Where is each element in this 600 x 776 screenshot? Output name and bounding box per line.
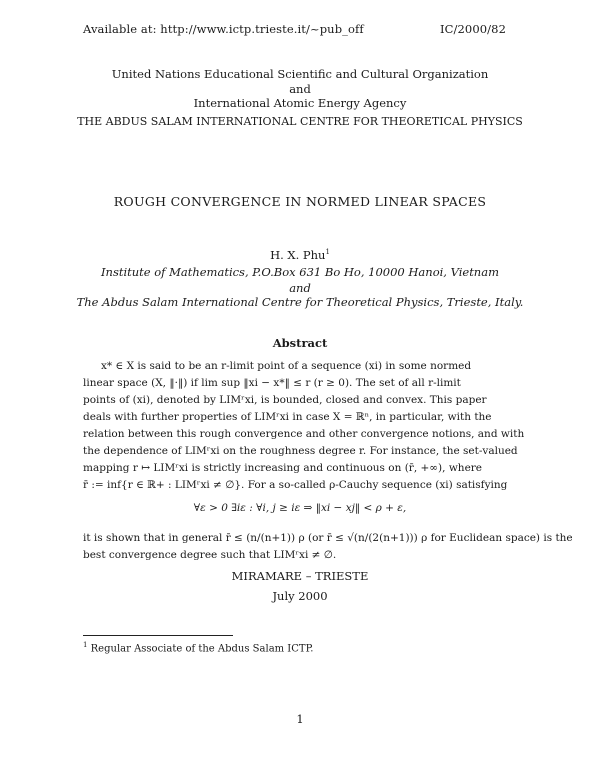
author-name: H. X. Phu xyxy=(270,248,326,262)
abstract-conclusion xyxy=(83,530,573,564)
abstract-line: the dependence of LIMʳxi on the roughness degree r. For instance, the set-valued xyxy=(83,445,518,457)
footnote xyxy=(83,641,313,654)
paper-title: ROUGH CONVERGENCE IN NORMED LINEAR SPACES xyxy=(113,194,487,209)
abstract-line: points of (xi), denoted by LIMʳxi, is bounded, closed and convex. This paper xyxy=(83,394,487,406)
date: July 2000 xyxy=(272,589,328,603)
affiliation-and: and xyxy=(289,281,311,295)
footnote-text: Regular Associate of the Abdus Salam ICTP. xyxy=(90,643,314,655)
affiliation-2: The Abdus Salam International Centre for Theoretical Physics, Trieste, Italy. xyxy=(76,295,524,309)
affiliation-1: Institute of Mathematics, P.O.Box 631 Bo Ho, 10000 Hanoi, Vietnam xyxy=(101,265,499,279)
abstract-line: it is shown that in general r̄ ≤ (n/(n+1)) ρ (or r̄ ≤ √(n/(2(n+1))) ρ for Euclidean space) is the xyxy=(83,532,573,544)
abstract-line: r̄ := inf{r ∈ ℝ+ : LIMʳxi ≠ ∅}. For a so-called ρ-Cauchy sequence (xi) satisfying xyxy=(83,479,508,491)
author-footnote-mark: 1 xyxy=(325,248,330,257)
abstract-line: relation between this rough convergence and other convergence notions, and with xyxy=(83,428,525,440)
abstract-heading: Abstract xyxy=(272,336,328,350)
abstract-body xyxy=(83,358,525,494)
abstract-line: mapping r ↦ LIMʳxi is strictly increasing and continuous on (r̄, +∞), where xyxy=(83,462,483,474)
abstract-line: best convergence degree such that LIMʳxi ≠ ∅. xyxy=(83,549,337,561)
institution-line-1: United Nations Educational Scientific and Cultural Organization xyxy=(111,67,489,81)
availability-line: Available at: http://www.ictp.trieste.it/~pub_off xyxy=(83,22,364,36)
author-line xyxy=(0,248,600,262)
place: MIRAMARE – TRIESTE xyxy=(231,569,369,583)
report-number: IC/2000/82 xyxy=(440,22,506,36)
institution-line-3: THE ABDUS SALAM INTERNATIONAL CENTRE FOR THEORETICAL PHYSICS xyxy=(77,115,523,128)
abstract-line: deals with further properties of LIMʳxi in case X = ℝⁿ, in particular, with the xyxy=(83,411,492,423)
abstract-line: linear space (X, ‖·‖) if lim sup ‖xi − x*‖ ≤ r (r ≥ 0). The set of all r-limit xyxy=(83,377,461,389)
page-number: 1 xyxy=(296,712,304,726)
abstract-line: x* ∈ X is said to be an r-limit point of a sequence (xi) in some normed xyxy=(101,360,472,372)
institution-line-and: and xyxy=(289,82,311,96)
footnote-mark: 1 xyxy=(83,641,88,649)
footnote-rule xyxy=(83,635,233,636)
institution-line-2: International Atomic Energy Agency xyxy=(193,96,407,110)
cauchy-equation: ∀ε > 0 ∃iε : ∀i, j ≥ iε ⇒ ‖xi − xj‖ < ρ + ε, xyxy=(193,502,407,514)
